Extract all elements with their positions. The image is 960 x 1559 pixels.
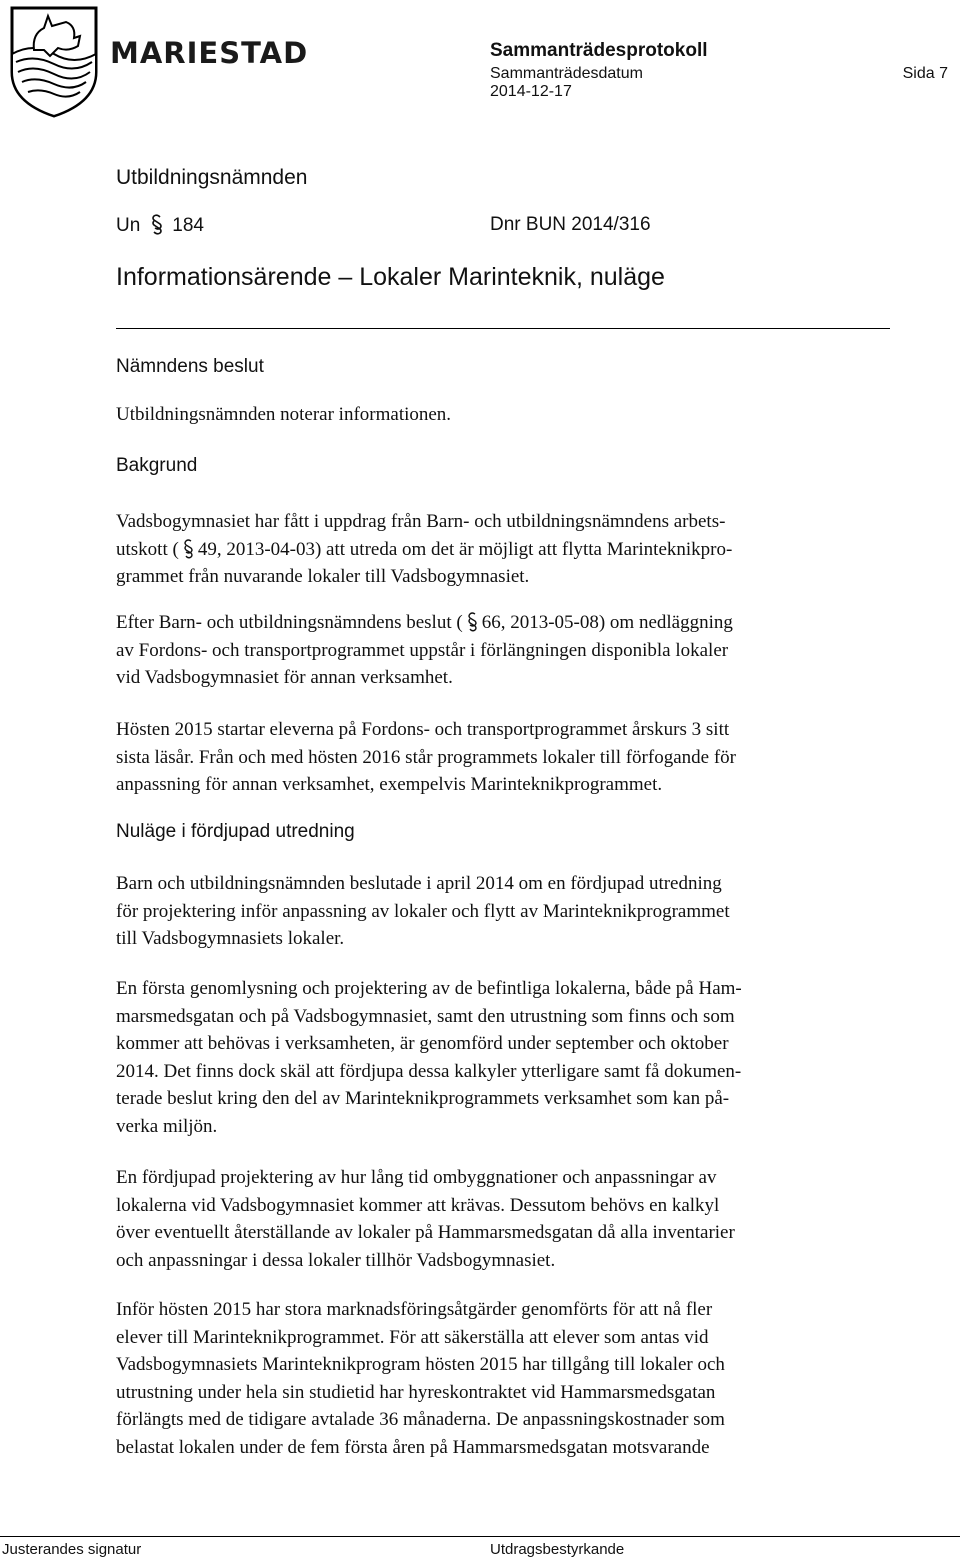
text-line: till Vadsbogymnasiets lokaler. <box>116 928 345 949</box>
text-line: En fördjupad projektering av hur lång tid ombyggnationer och anpassningar av <box>116 1167 717 1188</box>
text-fragment: 66, 2013-05-08) om nedläggning <box>481 612 733 633</box>
protocol-title: Sammanträdesprotokoll <box>490 40 708 61</box>
case-prefix: Un <box>116 215 141 236</box>
text-fragment: Efter Barn- och utbildningsnämndens beslut ( <box>116 612 463 633</box>
text-line: utrustning under hela sin studietid har hyreskontraktet vid Hammarsmedsgatan <box>116 1381 716 1403</box>
status-paragraph-3 <box>116 1164 896 1274</box>
case-number <box>116 214 204 237</box>
decision-text: Utbildningsnämnden noterar informationen. <box>116 404 452 425</box>
case-number-value: 184 <box>172 215 204 236</box>
section-sign-icon <box>183 539 194 559</box>
text-fragment: 49, 2013-04-03) att utreda om det är möjligt att flytta Marinteknikpro- <box>197 538 733 560</box>
diary-number: Dnr BUN 2014/316 <box>490 214 651 235</box>
background-paragraph-1 <box>116 508 896 591</box>
text-line: verka miljön. <box>116 1115 218 1137</box>
text-line: kommer att behövas i verksamheten, är genomförd under september och oktober <box>116 1033 729 1054</box>
text-line: för projektering inför anpassning av lokaler och flytt av Marinteknikprogrammet <box>116 900 730 922</box>
text-line: Vadsbogymnasiets Marinteknikprogram hösten 2015 har tillgång till lokaler och <box>116 1354 725 1375</box>
text-line: Hösten 2015 startar eleverna på Fordons- och transportprogrammet årskurs 3 sitt <box>116 719 730 740</box>
status-paragraph-2 <box>116 975 896 1140</box>
text-line: vid Vadsbogymnasiet för annan verksamhet. <box>116 667 453 688</box>
text-line: terade beslut kring den del av Marinteknikprogrammets verksamhet som kan på- <box>116 1088 730 1109</box>
title-divider <box>116 328 890 329</box>
committee-name: Utbildningsnämnden <box>116 166 308 189</box>
status-heading: Nuläge i fördjupad utredning <box>116 821 355 842</box>
background-paragraph-2 <box>116 609 896 692</box>
text-line <box>116 609 896 637</box>
meeting-date-label: Sammanträdesdatum <box>490 65 643 82</box>
text-line: förlängts med de tidigare avtalade 36 månaderna. De anpassningskostnader som <box>116 1409 725 1430</box>
logo-wordmark: MARIESTAD <box>110 36 309 70</box>
text-line: marsmedsgatan och på Vadsbogymnasiet, samt den utrustning som finns och som <box>116 1005 735 1027</box>
certification-label: Utdragsbestyrkande <box>490 1541 625 1558</box>
case-title: Informationsärende – Lokaler Marinteknik, nuläge <box>116 263 665 291</box>
text-fragment: utskott ( <box>116 538 179 560</box>
text-line: Vadsbogymnasiet har fått i uppdrag från Barn- och utbildningsnämndens arbets- <box>116 511 726 532</box>
text-line: anpassning för annan verksamhet, exempelvis Marinteknikprogrammet. <box>116 774 663 795</box>
page-number: Sida 7 <box>902 65 948 82</box>
text-line: över eventuellt återställande av lokaler på Hammarsmedsgatan då alla inventarier <box>116 1222 735 1243</box>
section-sign-icon <box>150 214 164 235</box>
footer-divider <box>0 1536 960 1537</box>
background-paragraph-3 <box>116 716 896 799</box>
text-line: Inför hösten 2015 har stora marknadsföringsåtgärder genomförts för att nå fler <box>116 1299 713 1320</box>
text-line: 2014. Det finns dock skäl att fördjupa dessa kalkyler ytterligare samt få dokumen- <box>116 1060 742 1082</box>
background-heading: Bakgrund <box>116 455 198 476</box>
section-sign-icon <box>467 612 478 632</box>
text-line <box>116 536 896 564</box>
text-line: belastat lokalen under de fem första åren på Hammarsmedsgatan motsvarande <box>116 1436 710 1458</box>
text-line: lokalerna vid Vadsbogymnasiet kommer att krävas. Dessutom behövs en kalkyl <box>116 1194 720 1216</box>
decision-heading: Nämndens beslut <box>116 356 264 377</box>
text-line: Barn och utbildningsnämnden beslutade i april 2014 om en fördjupad utredning <box>116 873 722 894</box>
text-line: En första genomlysning och projektering av de befintliga lokalerna, både på Ham- <box>116 978 742 999</box>
mariestad-coat-of-arms-logo <box>4 2 104 120</box>
signature-label: Justerandes signatur <box>2 1541 142 1558</box>
text-line: och anpassningar i dessa lokaler tillhör Vadsbogymnasiet. <box>116 1249 556 1271</box>
text-line: elever till Marinteknikprogrammet. För att säkerställa att elever som antas vid <box>116 1326 709 1348</box>
text-line: grammet från nuvarande lokaler till Vadsbogymnasiet. <box>116 566 530 587</box>
text-line: av Fordons- och transportprogrammet uppstår i förlängningen disponibla lokaler <box>116 639 729 661</box>
meeting-date: 2014-12-17 <box>490 83 572 100</box>
text-line: sista läsår. Från och med hösten 2016 står programmets lokaler till förfogande för <box>116 746 736 768</box>
status-paragraph-1 <box>116 870 896 953</box>
status-paragraph-4 <box>116 1296 896 1461</box>
